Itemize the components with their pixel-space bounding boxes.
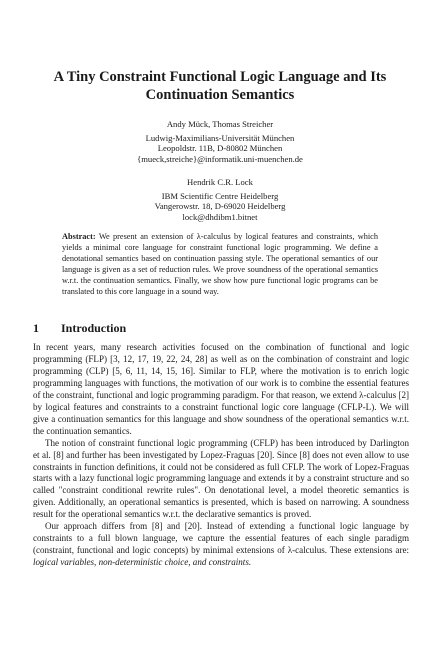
section-number: 1 (33, 321, 39, 335)
section-heading (33, 321, 126, 336)
section-body (33, 342, 409, 569)
section-title: Introduction (61, 321, 127, 335)
author-names: Hendrik C.R. Lock (187, 177, 253, 187)
author-email: {mueck,streiche}@informatik.uni-muenchen.de (137, 153, 303, 164)
body-paragraph (33, 521, 409, 569)
paper-title: A Tiny Constraint Functional Logic Language and Its Continuation Semantics (53, 69, 387, 103)
abstract (62, 231, 378, 298)
author-address: Leopoldstr. 11B, D-80802 München (157, 143, 283, 154)
author-block-2 (60, 177, 380, 222)
paragraph-text: Our approach differs from [8] and [20]. Instead of extending a functional logic language by constraints to a full blown language, we capture the essential features of each single paradigm (constraint, functional and logic concepts) by minimal extensions of λ-calculus. These extensions are: (33, 521, 409, 556)
paragraph-emphasis: logical variables, non-deterministic choice, and constraints. (33, 557, 252, 568)
body-paragraph: The notion of constraint functional logic programming (CFLP) has been introduced by Darlington et al. [8] and further has been investigated by Lopez-Fraguas [20]. Since [8] does not even allow to use constraints in function definitions, it could not be considered as full CFLP. The work of Lopez-Fraguas starts with a lazy functional logic programming language and extends it by a constraint structure and so called "constraint conditional rewrite rules". On denotational level, a model theoretic semantics is given. Additionally, an operational semantics is presented, which is based on narrowing. A soundness result for the operational semantics w.r.t. the declarative semantics is proved. (33, 437, 409, 520)
abstract-label: Abstract: (62, 232, 96, 241)
author-affiliation: Ludwig-Maximilians-Universität München (145, 132, 295, 143)
author-block-1 (60, 119, 380, 164)
author-email: lock@dhdibm1.bitnet (182, 211, 258, 222)
body-paragraph: In recent years, many research activities focused on the combination of functional and logic programming (FLP) [3, 12, 17, 19, 22, 24, 28] as well as on the combination of constraint and logic programming (CLP) [5, 6, 11, 14, 15, 16]. Similar to FLP, where the motivation is to enrich logic programming languages with functions, the motivation of our work is to combine the essential features of the constraint, functional and logic programming paradigm. For that reason, we extend λ-calculus [2] by logical features and constraints to a constraint functional logic core language (CFLP-L). We will give a continuation semantics for this language and show soundness of the operational semantics w.r.t. the continuation semantics. (33, 342, 409, 436)
abstract-text: We present an extension of λ-calculus by logical features and constraints, which yields a minimal core language for constraint functional logic programming. We define a denotational semantics based on continuation passing style. The operational semantics of our language is given as a set of reduction rules. We prove soundness of the operational semantics w.r.t. the continuation semantics. Finally, we show how pure functional logic programs can be translated to this core language in a sound way. (62, 232, 378, 297)
author-affiliation: IBM Scientific Centre Heidelberg (161, 190, 279, 201)
author-address: Vangerowstr. 18, D-69020 Heidelberg (154, 201, 286, 212)
author-names: Andy Mück, Thomas Streicher (166, 119, 274, 129)
